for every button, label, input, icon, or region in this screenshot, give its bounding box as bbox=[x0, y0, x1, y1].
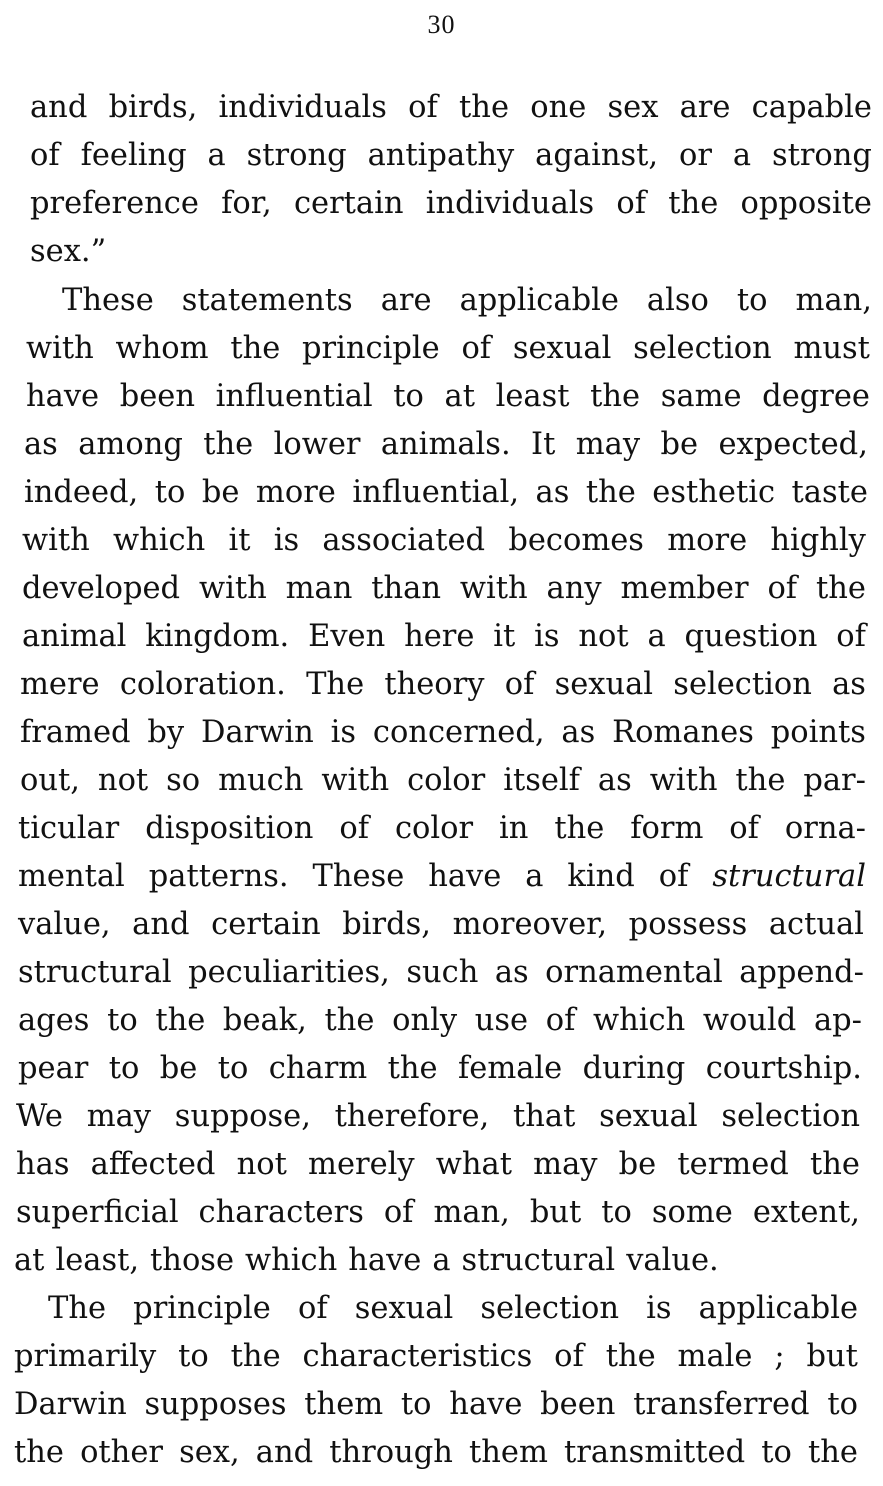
text-line: have been influential to at least the same degree bbox=[26, 379, 870, 414]
text-line: preference for, certain individuals of the opposite bbox=[30, 186, 872, 221]
text-line: value, and certain birds, moreover, possess actual bbox=[18, 907, 864, 942]
text-line: indeed, to be more influential, as the esthetic taste bbox=[24, 475, 868, 510]
text-line: mental patterns. These have a kind of structural bbox=[18, 859, 866, 894]
text-line: with whom the principle of sexual selection must bbox=[26, 331, 870, 366]
text-line: We may suppose, therefore, that sexual selection bbox=[16, 1099, 860, 1134]
text-line: animal kingdom. Even here it is not a question of bbox=[22, 619, 866, 654]
page-number: 30 bbox=[427, 10, 456, 39]
text-line: Darwin supposes them to have been transferred to bbox=[14, 1387, 858, 1422]
text-line: developed with man than with any member of the bbox=[22, 571, 866, 606]
text-line: sex.” bbox=[30, 234, 107, 269]
text-line: the other sex, and through them transmitted to the bbox=[14, 1435, 858, 1470]
text-line: structural peculiarities, such as ornamental append- bbox=[18, 955, 864, 990]
text-line: superficial characters of man, but to some extent, bbox=[16, 1195, 860, 1230]
text-line: has affected not merely what may be termed the bbox=[16, 1147, 860, 1182]
text-line: mere coloration. The theory of sexual selection as bbox=[20, 667, 866, 702]
text-line: These statements are applicable also to man, bbox=[62, 283, 872, 318]
text-line: out, not so much with color itself as with the par- bbox=[20, 763, 866, 798]
text-line: primarily to the characteristics of the male ; but bbox=[14, 1339, 858, 1374]
text-line: framed by Darwin is concerned, as Romanes points bbox=[20, 715, 866, 750]
text-line: The principle of sexual selection is applicable bbox=[48, 1291, 858, 1326]
text-line: ticular disposition of color in the form of orna- bbox=[18, 811, 866, 846]
text-line: of feeling a strong antipathy against, or a strong bbox=[30, 138, 872, 173]
text-line: pear to be to charm the female during courtship. bbox=[18, 1051, 862, 1086]
text-line: and birds, individuals of the one sex are capable bbox=[30, 90, 872, 125]
text-line: at least, those which have a structural value. bbox=[14, 1243, 719, 1278]
text-line: as among the lower animals. It may be expected, bbox=[24, 427, 868, 462]
text-line: ages to the beak, the only use of which would ap- bbox=[18, 1003, 862, 1038]
text-line: with which it is associated becomes more highly bbox=[22, 523, 866, 558]
